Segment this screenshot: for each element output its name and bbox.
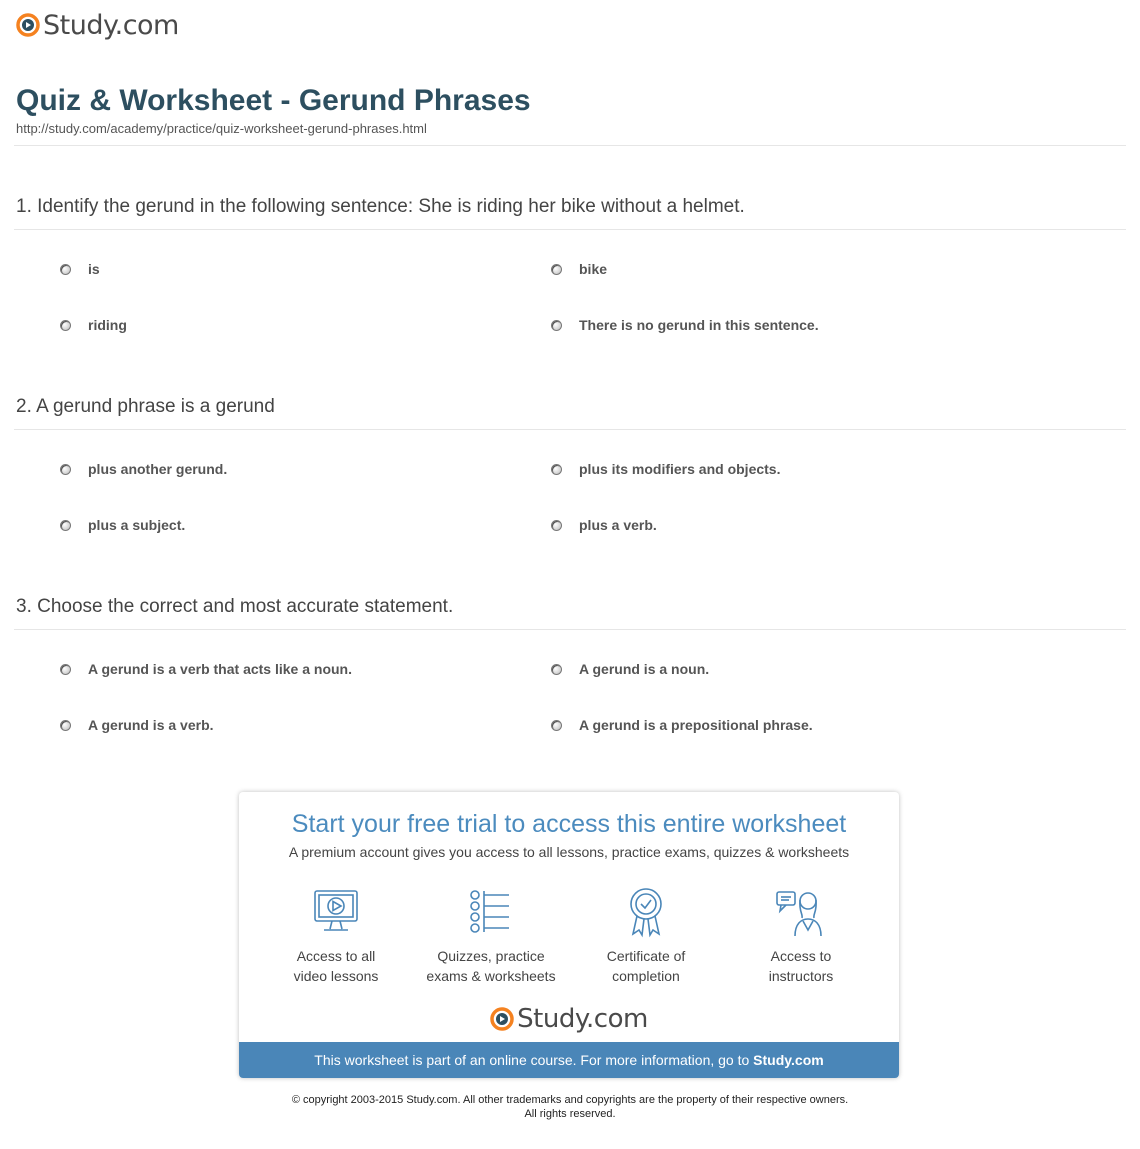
radio-button-icon[interactable] xyxy=(60,720,71,731)
radio-button-icon[interactable] xyxy=(60,264,71,275)
answer-option[interactable] xyxy=(60,459,227,479)
radio-button-icon[interactable] xyxy=(551,264,562,275)
promo-bar-text: This worksheet is part of an online course. For more information, go to xyxy=(314,1052,754,1068)
copyright-line: All rights reserved. xyxy=(524,1108,616,1120)
feature-instructors xyxy=(721,886,881,986)
feature-certificate xyxy=(566,886,726,986)
promo-info-bar xyxy=(239,1042,899,1078)
feature-label-line: Access to all xyxy=(296,948,376,964)
answer-option[interactable] xyxy=(60,715,214,735)
answer-option[interactable] xyxy=(551,515,657,535)
header-divider xyxy=(14,145,1126,146)
answer-label: riding xyxy=(88,317,127,333)
answer-label: plus another gerund. xyxy=(88,461,228,477)
answer-label: There is no gerund in this sentence. xyxy=(579,317,819,333)
question-text: 2. A gerund phrase is a gerund xyxy=(16,396,275,417)
study-link[interactable]: Study.com xyxy=(753,1052,824,1068)
radio-button-icon[interactable] xyxy=(60,520,71,531)
answer-option[interactable] xyxy=(551,259,607,279)
feature-label-line: Quizzes, practice xyxy=(437,948,545,964)
answer-label: is xyxy=(88,261,100,277)
answer-option[interactable] xyxy=(551,659,709,679)
answer-label: plus its modifiers and objects. xyxy=(579,461,781,477)
study-logo-icon xyxy=(16,13,40,37)
monitor-play-icon xyxy=(310,886,362,938)
copyright-line: © copyright 2003-2015 Study.com. All other trademarks and copyrights are the property of their respective owners. xyxy=(291,1094,849,1106)
answer-option[interactable] xyxy=(551,715,813,735)
question-3 xyxy=(14,596,1126,760)
radio-button-icon[interactable] xyxy=(60,320,71,331)
instructor-icon xyxy=(775,886,827,938)
feature-label-line: video lessons xyxy=(293,968,379,984)
answer-option[interactable] xyxy=(60,659,352,679)
question-text: 1. Identify the gerund in the following sentence: She is riding her bike without a helmet. xyxy=(16,196,745,217)
site-logo[interactable] xyxy=(16,9,179,41)
question-text: 3. Choose the correct and most accurate statement. xyxy=(16,596,454,617)
feature-video-lessons xyxy=(256,886,416,986)
answer-label: A gerund is a verb. xyxy=(88,717,214,733)
study-logo-icon xyxy=(490,1007,514,1031)
promo-subtitle: A premium account gives you access to all lessons, practice exams, quizzes & worksheets xyxy=(288,844,850,860)
answer-label: plus a verb. xyxy=(579,517,657,533)
answer-label: bike xyxy=(579,261,608,277)
radio-button-icon[interactable] xyxy=(551,320,562,331)
answer-option[interactable] xyxy=(60,515,185,535)
feature-label-line: exams & worksheets xyxy=(426,968,556,984)
answer-option[interactable] xyxy=(60,259,100,279)
question-2 xyxy=(14,396,1126,560)
feature-label-line: completion xyxy=(612,968,680,984)
copyright-footer xyxy=(0,1093,1140,1121)
answer-label: A gerund is a verb that acts like a noun. xyxy=(88,661,352,677)
radio-button-icon[interactable] xyxy=(551,520,562,531)
logo-text: Study.com xyxy=(43,9,179,41)
radio-button-icon[interactable] xyxy=(60,664,71,675)
radio-button-icon[interactable] xyxy=(551,720,562,731)
question-1 xyxy=(14,196,1126,360)
radio-button-icon[interactable] xyxy=(551,664,562,675)
answer-label: A gerund is a noun. xyxy=(579,661,710,677)
radio-button-icon[interactable] xyxy=(551,464,562,475)
answer-option[interactable] xyxy=(60,315,127,335)
radio-button-icon[interactable] xyxy=(60,464,71,475)
feature-label-line: instructors xyxy=(768,968,834,984)
free-trial-promo[interactable] xyxy=(239,792,899,1078)
feature-quizzes xyxy=(411,886,571,986)
answer-option[interactable] xyxy=(551,459,780,479)
answer-option[interactable] xyxy=(551,315,819,335)
feature-label-line: Access to xyxy=(770,948,832,964)
feature-label-line: Certificate of xyxy=(606,948,686,964)
answer-label: plus a subject. xyxy=(88,517,186,533)
page-url: http://study.com/academy/practice/quiz-worksheet-gerund-phrases.html xyxy=(16,121,427,136)
logo-text: Study.com xyxy=(517,1004,648,1034)
checklist-icon xyxy=(465,886,517,938)
answer-label: A gerund is a prepositional phrase. xyxy=(579,717,813,733)
certificate-ribbon-icon xyxy=(620,886,672,938)
page-title: Quiz & Worksheet - Gerund Phrases xyxy=(16,84,531,117)
promo-title: Start your free trial to access this entire worksheet xyxy=(291,810,847,838)
promo-logo[interactable] xyxy=(239,1004,899,1034)
